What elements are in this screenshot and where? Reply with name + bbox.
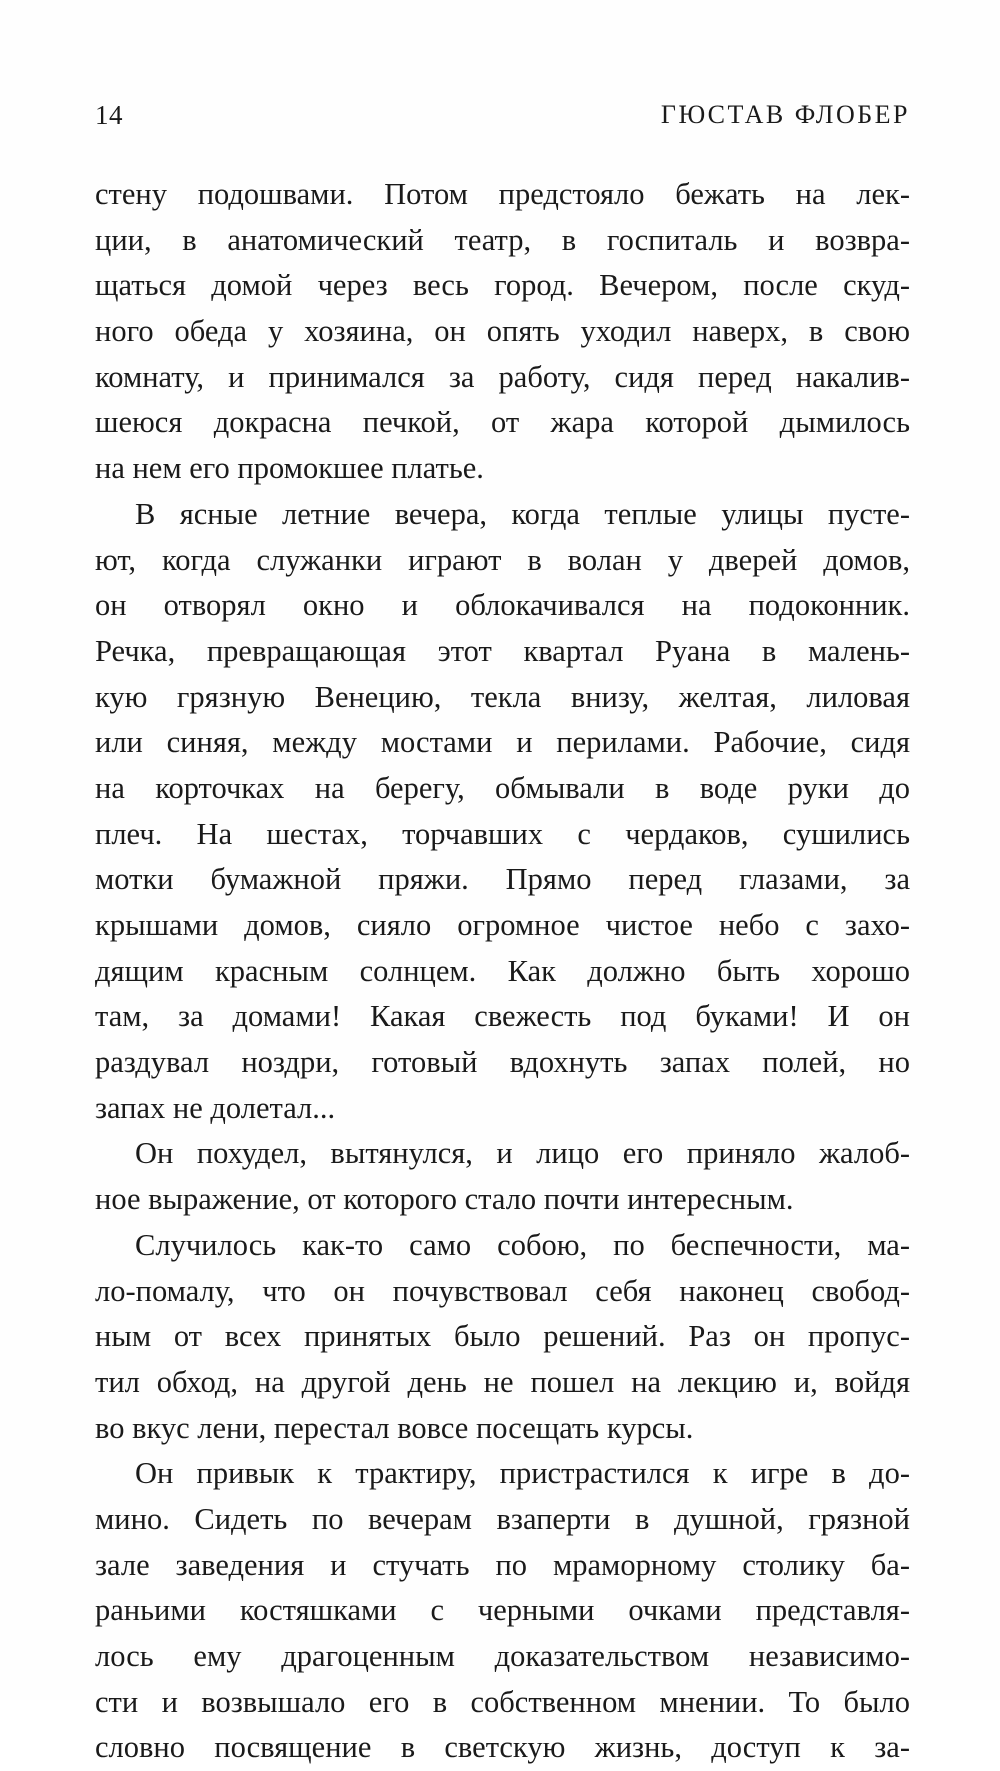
text-line: раньими костяшками с черными очками представля-: [95, 1593, 910, 1628]
text-line: раздувал ноздри, готовый вдохнуть запах полей, но: [95, 1045, 910, 1080]
page-number: 14: [95, 100, 123, 130]
running-head-author: ГЮСТАВ ФЛОБЕР: [660, 100, 910, 129]
text-line: или синяя, между мостами и перилами. Рабочие, сидя: [95, 725, 910, 760]
text-line: мотки бумажной пряжи. Прямо перед глазами, за: [95, 862, 910, 897]
text-line: мино. Сидеть по вечерам взаперти в душной, грязной: [95, 1501, 910, 1536]
text-line: Он привык к трактиру, пристрастился к игре в до-: [135, 1456, 910, 1491]
text-line: на нем его промокшее платье.: [95, 451, 484, 486]
text-line: тил обход, на другой день не пошел на лекцию и, войдя: [95, 1364, 910, 1399]
text-line: сти и возвышало его в собственном мнении. То было: [95, 1684, 910, 1719]
text-line: шеюся докрасна печкой, от жара которой дымилось: [95, 405, 910, 440]
text-line: на корточках на берегу, обмывали в воде руки до: [95, 770, 910, 805]
text-line: стену подошвами. Потом предстояло бежать на лек-: [95, 177, 910, 211]
text-line: ное выражение, от которого стало почти интересным.: [95, 1182, 794, 1217]
text-line: кую грязную Венецию, текла внизу, желтая, лиловая: [95, 679, 910, 714]
text-line: дящим красным солнцем. Как должно быть хорошо: [95, 953, 910, 988]
text-line: комнату, и принимался за работу, сидя перед накалив-: [95, 359, 910, 394]
text-line: зале заведения и стучать по мраморному столику ба-: [95, 1547, 910, 1582]
text-line: там, за домами! Какая свежесть под буками! И он: [95, 999, 910, 1034]
text-line: В ясные летние вечера, когда теплые улицы пусте-: [135, 496, 910, 531]
text-line: он отворял окно и облокачивался на подоконник.: [95, 588, 910, 623]
text-line: крышами домов, сияло огромное чистое небо с захо-: [95, 908, 910, 942]
text-line: Речка, превращающая этот квартал Руана в малень-: [95, 633, 910, 668]
text-line: ют, когда служанки играют в волан у дверей домов,: [95, 542, 910, 577]
text-line: Он похудел, вытянулся, и лицо его приняло жалоб-: [135, 1136, 910, 1171]
body-text: [95, 172, 910, 1771]
text-line: запах не долетал...: [95, 1090, 336, 1125]
text-line: плеч. На шестах, торчавших с чердаков, сушились: [95, 816, 910, 851]
text-line: ции, в анатомический театр, в госпиталь и возвра-: [95, 222, 910, 257]
text-line: Случилось как-то само собою, по беспечности, ма-: [135, 1227, 910, 1262]
text-line: ным от всех принятых было решений. Раз он пропус-: [95, 1319, 910, 1354]
text-line: ло-помалу, что он почувствовал себя наконец свобод-: [95, 1273, 910, 1308]
running-head: [95, 100, 910, 140]
text-line: во вкус лени, перестал вовсе посещать курсы.: [95, 1410, 694, 1445]
text-line: лось ему драгоценным доказательством независимо-: [95, 1639, 910, 1673]
text-line: словно посвящение в светскую жизнь, доступ к за-: [95, 1730, 910, 1765]
text-line: щаться домой через весь город. Вечером, после скуд-: [95, 268, 910, 303]
text-line: ного обеда у хозяина, он опять уходил наверх, в свою: [95, 314, 910, 349]
